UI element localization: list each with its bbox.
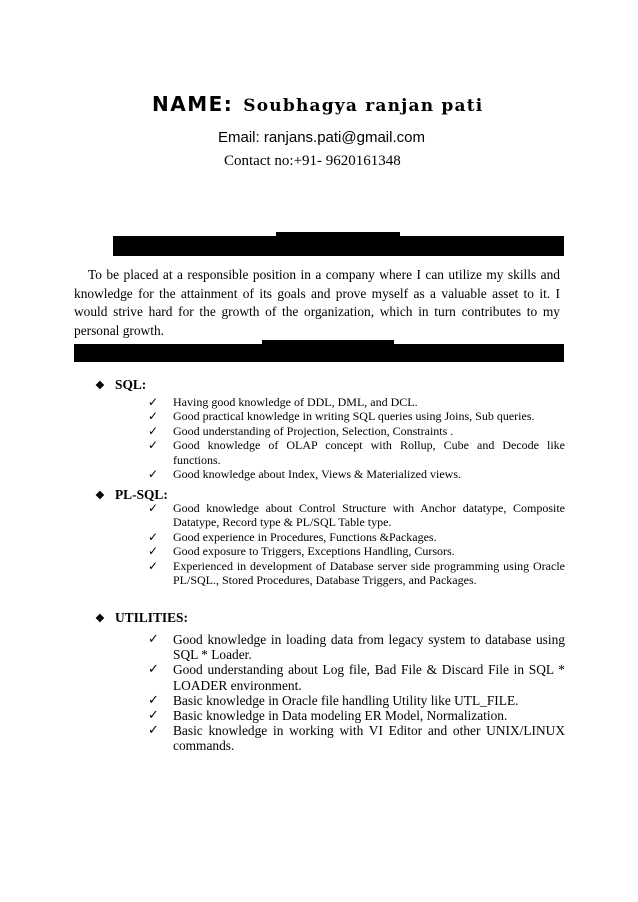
name-heading (152, 92, 483, 116)
objective-paragraph (74, 266, 560, 340)
list-item: ✓ Good experience in Procedures, Functions &Packages. (148, 529, 437, 544)
email-line: Email: ranjans.pati@gmail.com (218, 129, 425, 146)
objective-text: To be placed at a responsible position in a company where I can utilize my skills and knowledge for the attainment of its goals and prove myself as a valuable asset to it. I would strive hard for the growth of the organization, which in turn contributes to my personal growth. (74, 267, 560, 338)
sql-section (95, 376, 565, 481)
list-item: ✓ Having good knowledge of DDL, DML, and DCL. (148, 395, 418, 409)
candidate-name: Soubhagya ranjan pati (243, 96, 484, 116)
list-item: ✓ Good knowledge about Index, Views & Materialized views. (148, 467, 461, 482)
diamond-bullet-icon: ❖ (95, 379, 105, 392)
checkmark-icon: ✓ (148, 723, 159, 739)
utilities-section (95, 609, 565, 754)
list-item: ✓ Good practical knowledge in writing SQL queries using Joins, Sub queries. (148, 409, 535, 424)
checkmark-icon: ✓ (148, 529, 159, 544)
name-label: NAME: (152, 92, 234, 116)
diamond-bullet-icon: ❖ (95, 489, 105, 502)
plsql-heading: PL-SQL: (115, 487, 168, 502)
checkmark-icon: ✓ (148, 395, 159, 409)
list-item: ✓ Good understanding of Projection, Selection, Constraints . (148, 423, 454, 438)
checkmark-icon: ✓ (148, 558, 159, 573)
checkmark-icon: ✓ (148, 423, 159, 438)
checkmark-icon: ✓ (148, 438, 159, 453)
checkmark-icon: ✓ (148, 708, 159, 724)
plsql-section (95, 486, 565, 587)
list-item: ✓ Basic knowledge in Oracle file handling Utility like UTL_FILE. (148, 692, 519, 708)
checkmark-icon: ✓ (148, 544, 159, 559)
checkmark-icon: ✓ (148, 467, 159, 482)
checkmark-icon: ✓ (148, 501, 159, 515)
contact-line: Contact no:+91- 9620161348 (224, 153, 401, 169)
list-item: ✓ Good knowledge in loading data from legacy system to database using SQL * Loader. (148, 632, 565, 663)
objective-section-bar (113, 236, 564, 256)
list-item: ✓ Good knowledge about Control Structure with Anchor datatype, Composite Datatype, Record type & PL/SQL Table type. (148, 501, 565, 530)
list-item: ✓ Good understanding about Log file, Bad File & Discard File in SQL * LOADER environment. (148, 662, 565, 693)
utilities-heading: UTILITIES: (115, 610, 188, 625)
list-item: ✓ Basic knowledge in Data modeling ER Model, Normalization. (148, 708, 508, 724)
checkmark-icon: ✓ (148, 632, 159, 647)
utilities-list (95, 632, 565, 754)
checkmark-icon: ✓ (148, 409, 159, 424)
list-item: ✓ Good knowledge of OLAP concept with Rollup, Cube and Decode like functions. (148, 438, 565, 467)
list-item: ✓ Experienced in development of Database server side programming using Oracle PL/SQL., Stored Procedures, Database Triggers, and Packages. (148, 558, 565, 588)
checkmark-icon: ✓ (148, 692, 159, 708)
sql-list (95, 395, 565, 481)
list-item: ✓ Good exposure to Triggers, Exceptions Handling, Cursors. (148, 544, 455, 559)
diamond-bullet-icon: ❖ (95, 612, 105, 625)
skills-section-bar (74, 344, 564, 362)
sql-heading: SQL: (115, 377, 147, 392)
checkmark-icon: ✓ (148, 662, 159, 678)
plsql-list (95, 501, 565, 587)
list-item: ✓ Basic knowledge in working with VI Editor and other UNIX/LINUX commands. (148, 723, 565, 754)
